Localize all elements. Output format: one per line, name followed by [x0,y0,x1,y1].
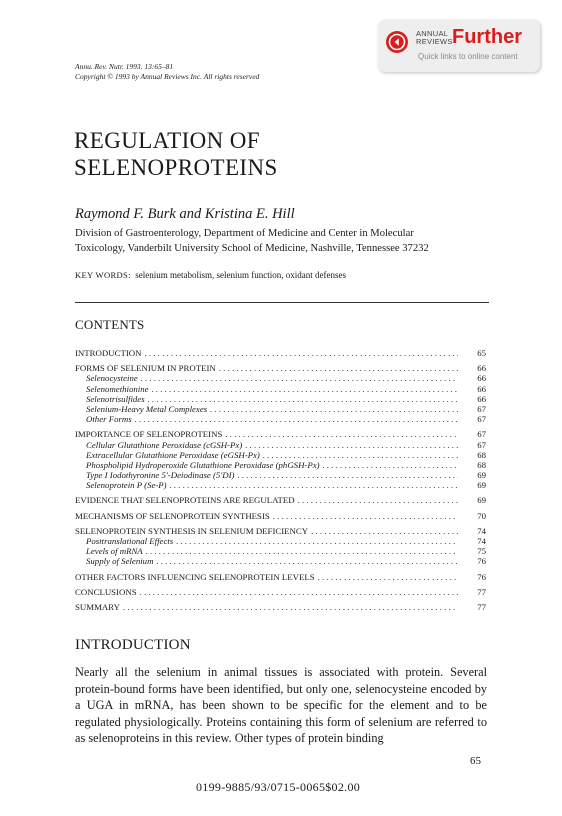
keywords-list: selenium metabolism, selenium function, oxidant defenses [135,270,346,280]
toc-subsection-entry[interactable] [75,546,486,556]
toc-entry-page: 69 [477,495,486,506]
toc-subsection-entry[interactable] [75,384,486,394]
toc-subsection-entry[interactable] [75,470,486,480]
toc-entry-page: 77 [477,586,486,597]
toc-entry-label: Levels of mRNA [86,546,143,557]
toc-entry-label: EVIDENCE THAT SELENOPROTEINS ARE REGULATED [75,495,295,506]
toc-section-entry[interactable] [75,495,486,505]
toc-subsection-entry[interactable] [75,414,486,424]
toc-section-entry[interactable] [75,602,486,612]
affiliation [75,226,495,256]
back-arrow-icon [386,31,408,53]
toc-entry-label: FORMS OF SELENIUM IN PROTEIN [75,363,216,374]
toc-entry-label: IMPORTANCE OF SELENOPROTEINS [75,429,223,440]
toc-dot-leader [144,348,458,358]
toc-dot-leader [323,460,458,470]
toc-subsection-entry[interactable] [75,480,486,490]
toc-dot-leader [156,556,458,566]
toc-entry-page: 67 [477,403,486,414]
toc-subsection-entry[interactable] [75,460,486,470]
toc-entry-label: SELENOPROTEIN SYNTHESIS IN SELENIUM DEFICIENCY [75,525,309,536]
further-badge[interactable] [378,20,540,72]
toc-subsection-entry[interactable] [75,450,486,460]
toc-subsection-entry[interactable] [75,556,486,566]
toc-entry-page: 77 [477,601,486,612]
contents-heading: CONTENTS [75,317,145,332]
toc-entry-label: CONCLUSIONS [75,586,137,597]
document-code: 0199-9885/93/0715-0065$02.00 [196,780,361,794]
affiliation-line-2: Toxicology, Vanderbilt University School of Medicine, Nashville, Tennessee 37232 [75,243,429,254]
toc-entry-page: 68 [477,449,486,460]
toc-entry-label: Selenoprotein P (Se-P) [86,480,167,491]
toc-entry-label: Cellular Glutathione Peroxidase (cGSH-Px) [86,439,243,450]
badge-annual-text: ANNUAL [416,29,449,38]
authors: Raymond F. Burk and Kristina E. Hill [75,206,295,222]
toc-dot-leader [219,363,458,373]
badge-reviews-text: REVIEWS [416,37,453,46]
table-of-contents [75,348,486,612]
toc-entry-label: Selenium-Heavy Metal Complexes [86,403,208,414]
toc-section-entry[interactable] [75,363,486,373]
badge-tagline: Quick links to online content [418,52,518,61]
toc-dot-leader [152,384,458,394]
toc-section-entry[interactable] [75,526,486,536]
journal-reference: Annu. Rev. Nutr. 1993. 13:65–81 [75,62,174,71]
affiliation-line-1: Division of Gastroenterology, Department of Medicine and Center in Molecular [75,228,414,239]
introduction-heading: INTRODUCTION [75,637,191,653]
toc-entry-label: INTRODUCTION [75,348,142,358]
toc-entry-page: 67 [477,414,486,425]
toc-subsection-entry[interactable] [75,440,486,450]
toc-entry-page: 66 [477,383,486,394]
toc-dot-leader [237,470,458,480]
toc-entry-page: 76 [477,556,486,567]
toc-entry-page: 66 [477,373,486,384]
keywords [75,270,346,280]
toc-dot-leader [140,587,458,597]
toc-entry-page: 76 [477,571,486,582]
toc-entry-label: Selenomethionine [86,383,149,394]
toc-section-entry[interactable] [75,429,486,439]
toc-section-entry[interactable] [75,348,486,358]
badge-further-text: Further [452,26,522,48]
toc-entry-page: 65 [477,348,486,358]
toc-entry-label: Extracellular Glutathione Peroxidase (eGSH-Px) [86,449,260,460]
toc-dot-leader [298,495,458,505]
toc-subsection-entry[interactable] [75,373,486,383]
toc-dot-leader [225,429,458,439]
article-title-line-2: SELENOPROTEINS [74,155,278,180]
toc-dot-leader [146,546,458,556]
toc-entry-page: 68 [477,459,486,470]
toc-entry-label: Posttranslational Effects [86,536,174,546]
toc-entry-page: 69 [477,470,486,481]
toc-subsection-entry[interactable] [75,404,486,414]
toc-subsection-entry[interactable] [75,536,486,546]
toc-entry-page: 67 [477,429,486,440]
toc-dot-leader [123,602,458,612]
keywords-label: KEY WORDS: [75,270,131,280]
toc-entry-page: 70 [477,510,486,521]
page-number: 65 [470,755,481,767]
toc-entry-page: 69 [477,480,486,491]
toc-entry-label: Phospholipid Hydroperoxide Glutathione Peroxidase (phGSH-Px) [86,459,320,470]
toc-dot-leader [263,450,458,460]
toc-entry-label: Other Forms [86,414,132,425]
toc-section-entry[interactable] [75,587,486,597]
toc-entry-label: Selenocysteine [86,373,138,384]
toc-dot-leader [141,373,458,383]
toc-section-entry[interactable] [75,572,486,582]
toc-entry-label: MECHANISMS OF SELENOPROTEIN SYNTHESIS [75,510,270,521]
toc-entry-page: 74 [477,525,486,536]
toc-dot-leader [135,414,458,424]
toc-dot-leader [170,480,458,490]
toc-entry-label: SUMMARY [75,601,120,612]
article-title-line-1: REGULATION OF [74,128,260,153]
toc-dot-leader [148,394,458,404]
toc-section-entry[interactable] [75,511,486,521]
toc-dot-leader [318,572,458,582]
toc-dot-leader [176,536,458,546]
toc-dot-leader [311,526,458,536]
toc-entry-page: 75 [477,546,486,557]
toc-entry-page: 67 [477,439,486,450]
toc-subsection-entry[interactable] [75,394,486,404]
toc-entry-page: 74 [477,536,486,546]
copyright-notice: Copyright © 1993 by Annual Reviews Inc. All rights reserved [75,72,260,81]
article-title [74,127,278,181]
toc-entry-label: Type I Iodothyronine 5′-Deiodinase (5′DI) [86,470,235,481]
badge-publisher [416,30,453,46]
section-divider [75,302,489,303]
toc-dot-leader [210,404,458,414]
toc-entry-label: OTHER FACTORS INFLUENCING SELENOPROTEIN LEVELS [75,571,315,582]
toc-entry-label: Supply of Selenium [86,556,154,567]
toc-dot-leader [273,511,458,521]
introduction-body: Nearly all the selenium in animal tissues is associated with protein. Several protein-bound forms have been identified, but only one, selenocysteine encoded by a UGA in mRNA, has been shown to be specific for the element and to be regulated physiologically. Proteins containing this form of selenium are referred to as selenoproteins in this review. Other types of protein binding [75,665,487,746]
toc-entry-label: Selenotrisulfides [86,393,145,404]
toc-entry-page: 66 [477,363,486,374]
toc-dot-leader [245,440,458,450]
toc-entry-page: 66 [477,393,486,404]
